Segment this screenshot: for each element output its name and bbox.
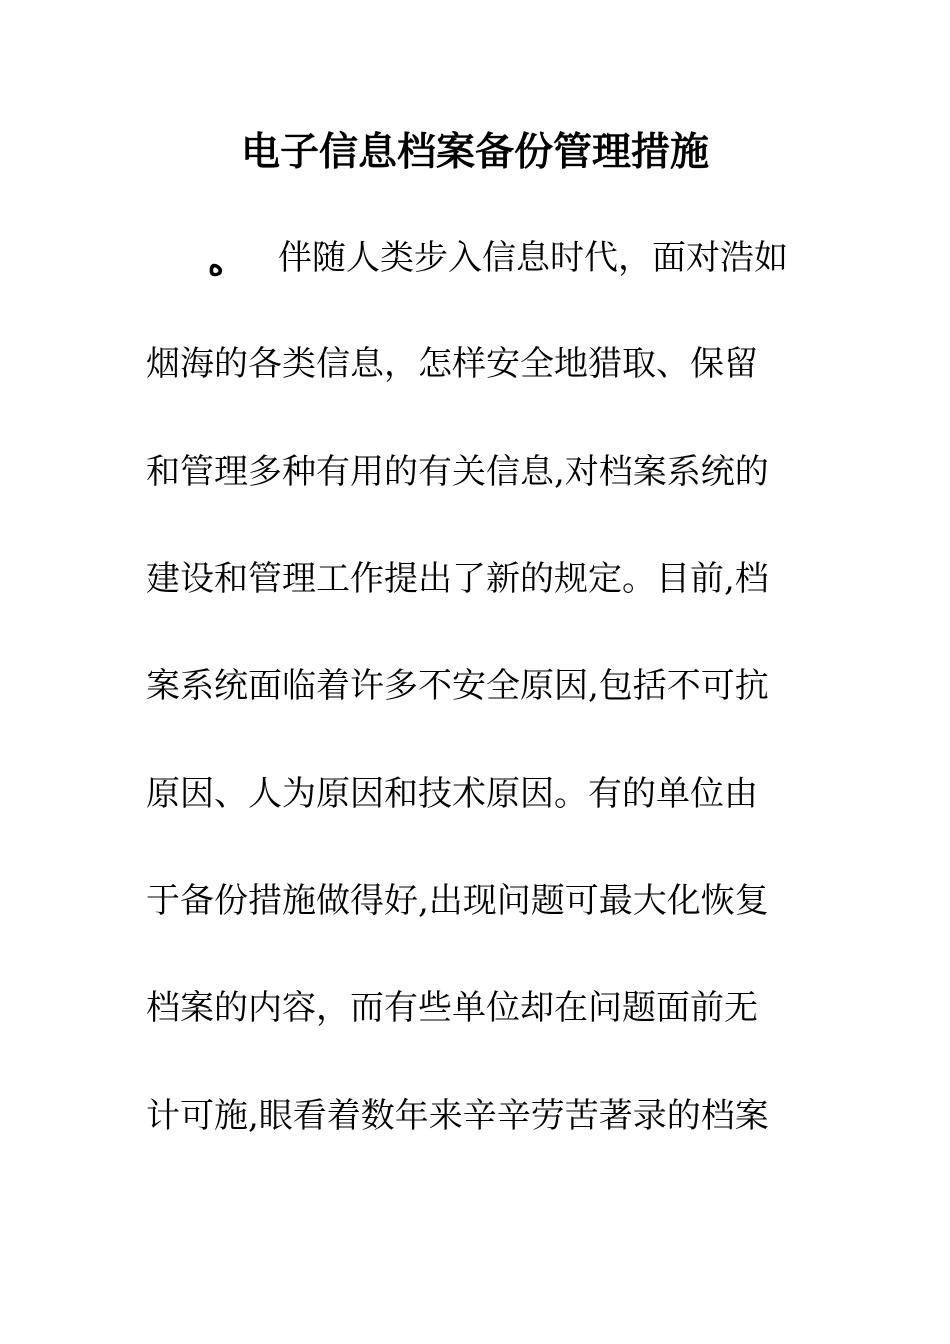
bullet-symbol: ه: [208, 248, 224, 283]
document-title: 电子信息档案备份管理措施: [240, 129, 709, 175]
paragraph-line: 档案的内容，而有些单位却在问题面前无: [146, 988, 758, 1028]
paragraph-line: 伴随人类步入信息时代，面对浩如: [278, 238, 788, 278]
paragraph-line: 案系统面临着许多不安全原因,包括不可抗: [146, 666, 769, 706]
paragraph-line: 原因、人为原因和技术原因。有的单位由: [146, 774, 758, 814]
paragraph-line: 计可施,眼看着数年来辛辛劳苦著录的档案: [146, 1096, 769, 1136]
paragraph-line: 和管理多种有用的有关信息,对档案系统的: [146, 452, 769, 492]
paragraph-line: 建设和管理工作提出了新的规定。目前,档: [146, 559, 769, 599]
paragraph-line: 于备份措施做得好,出现问题可最大化恢复: [146, 881, 769, 921]
paragraph-line: 烟海的各类信息，怎样安全地猎取、保留: [146, 344, 758, 384]
